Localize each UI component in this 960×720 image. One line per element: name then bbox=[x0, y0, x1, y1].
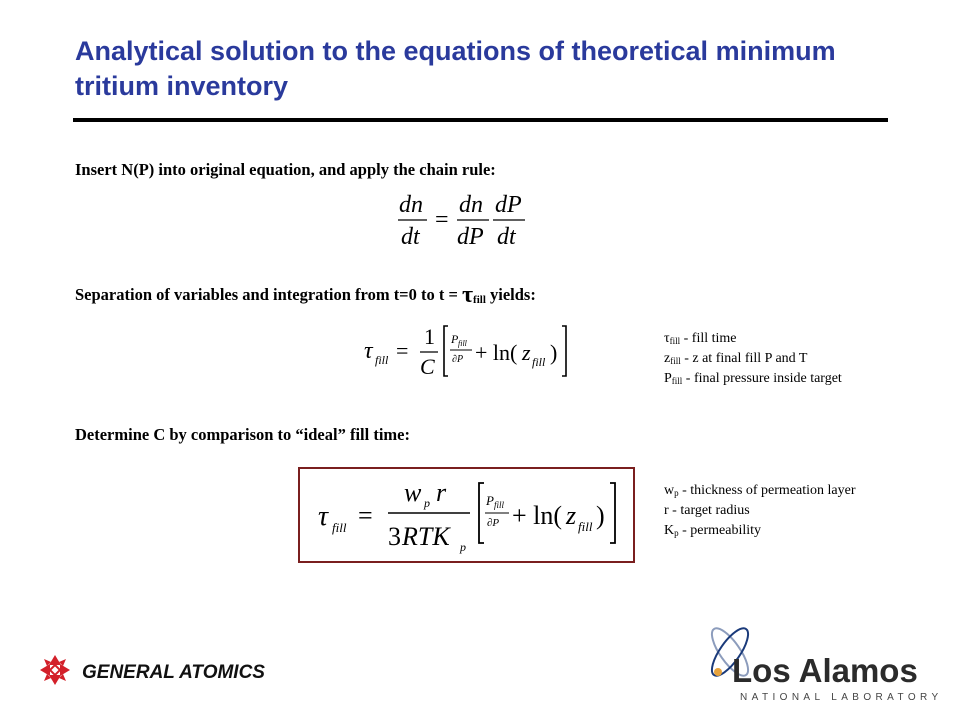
legend-item bbox=[664, 502, 856, 522]
legend-symbol: K bbox=[664, 523, 675, 538]
fill-variables-legend bbox=[664, 330, 842, 390]
svg-text:P: P bbox=[486, 493, 494, 508]
svg-text:z: z bbox=[522, 340, 531, 365]
lanl-logo-text: Los Alamos bbox=[732, 652, 918, 689]
legend-desc: - thickness of permeation layer bbox=[678, 483, 856, 498]
legend-subscript: fill bbox=[670, 356, 681, 366]
legend-symbol: τ bbox=[664, 331, 670, 346]
chain-rule-equation bbox=[395, 188, 535, 255]
svg-text:+ ln(: + ln( bbox=[512, 501, 563, 530]
legend-subscript: p bbox=[674, 488, 679, 498]
legend-symbol: z bbox=[664, 351, 671, 366]
svg-text:fill: fill bbox=[494, 500, 505, 510]
svg-text:3: 3 bbox=[388, 522, 401, 551]
comparison-label: Determine C by comparison to “ideal” fill time: bbox=[75, 425, 410, 444]
svg-text:C: C bbox=[420, 354, 435, 379]
final-fill-time-equation bbox=[300, 469, 633, 561]
legend-desc: - target radius bbox=[668, 503, 750, 518]
fill-time-equation bbox=[362, 320, 577, 387]
legend-item bbox=[664, 482, 856, 502]
svg-text:1: 1 bbox=[424, 324, 435, 349]
svg-text:fill: fill bbox=[332, 520, 347, 535]
legend-desc: - z at final fill P and T bbox=[680, 351, 808, 366]
integration-label-suffix: yields: bbox=[485, 285, 536, 304]
svg-text:p: p bbox=[424, 496, 430, 510]
legend-item bbox=[664, 350, 842, 370]
lanl-logo-subtext: NATIONAL LABORATORY bbox=[740, 692, 940, 703]
svg-text:τ: τ bbox=[318, 501, 329, 532]
title-underline bbox=[73, 118, 888, 122]
svg-text:P: P bbox=[451, 332, 459, 346]
svg-text:fill: fill bbox=[532, 355, 546, 369]
svg-text:=: = bbox=[396, 338, 409, 363]
legend-symbol: P bbox=[664, 371, 672, 386]
svg-text:=: = bbox=[358, 501, 373, 530]
svg-text:fill: fill bbox=[458, 339, 467, 348]
los-alamos-logo bbox=[690, 610, 940, 710]
chain-rule-label: Insert N(P) into original equation, and apply the chain rule: bbox=[75, 160, 496, 179]
integration-label-prefix: Separation of variables and integration from t=0 to t = bbox=[75, 285, 462, 304]
svg-text:): ) bbox=[596, 501, 605, 530]
svg-text:=: = bbox=[435, 207, 449, 233]
permeation-variables-legend bbox=[664, 482, 856, 542]
svg-text:+ ln(: + ln( bbox=[475, 340, 518, 365]
legend-symbol: r bbox=[664, 503, 669, 518]
svg-text:fill: fill bbox=[578, 519, 593, 534]
tau-symbol: τ bbox=[461, 282, 474, 308]
svg-text:∂P: ∂P bbox=[487, 517, 500, 529]
final-equation-box bbox=[298, 467, 635, 563]
ga-logo-text: GENERAL ATOMICS bbox=[82, 662, 265, 683]
svg-text:z: z bbox=[566, 501, 577, 530]
svg-text:dP: dP bbox=[495, 192, 522, 218]
svg-text:): ) bbox=[550, 340, 558, 365]
tau-subscript: fill bbox=[473, 294, 486, 306]
ga-star-icon bbox=[40, 655, 70, 685]
legend-subscript: p bbox=[674, 528, 679, 538]
slide-title: Analytical solution to the equations of theoretical minimum tritium inventory bbox=[75, 36, 836, 101]
legend-subscript: fill bbox=[669, 336, 681, 346]
general-atomics-logo bbox=[30, 645, 330, 695]
svg-text:dn: dn bbox=[399, 192, 423, 218]
legend-item bbox=[664, 370, 842, 390]
legend-symbol: w bbox=[664, 483, 675, 498]
legend-desc: - fill time bbox=[680, 331, 737, 346]
svg-text:fill: fill bbox=[375, 353, 389, 367]
legend-item bbox=[664, 330, 842, 350]
legend-item bbox=[664, 522, 856, 542]
svg-text:dt: dt bbox=[497, 224, 516, 250]
svg-text:w: w bbox=[404, 478, 422, 507]
svg-text:dn: dn bbox=[459, 192, 483, 218]
legend-subscript: fill bbox=[671, 376, 683, 386]
legend-desc: - final pressure inside target bbox=[682, 371, 842, 386]
svg-text:dt: dt bbox=[401, 224, 420, 250]
svg-text:τ: τ bbox=[364, 338, 373, 364]
legend-desc: - permeability bbox=[678, 523, 762, 538]
svg-text:p: p bbox=[460, 540, 466, 554]
svg-text:r: r bbox=[436, 478, 447, 507]
svg-text:dP: dP bbox=[457, 224, 484, 250]
integration-label bbox=[75, 282, 536, 309]
svg-text:∂P: ∂P bbox=[452, 354, 464, 365]
svg-text:RTK: RTK bbox=[402, 522, 450, 551]
